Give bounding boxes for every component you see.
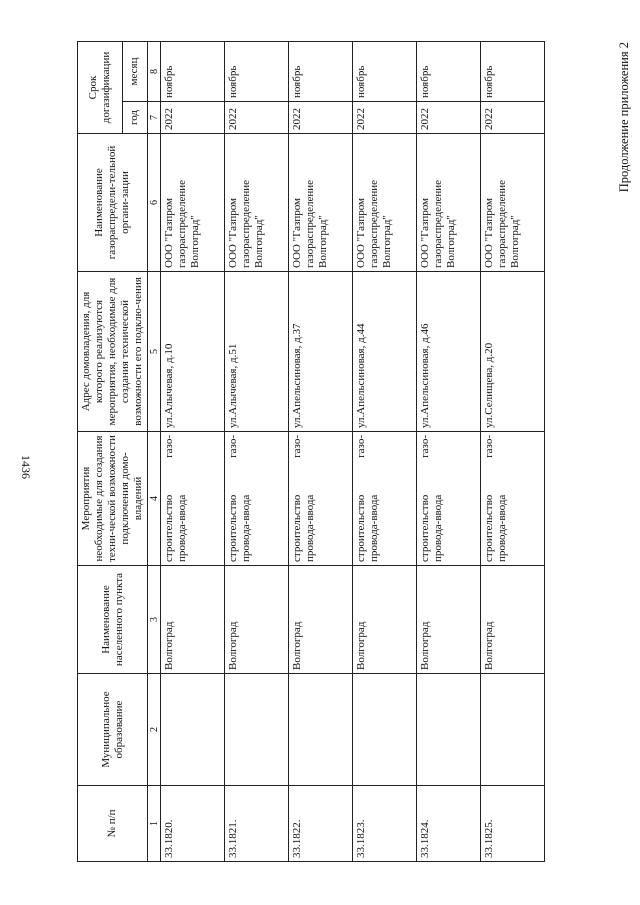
row-municipality (353, 674, 417, 786)
header-organization: Наименование газораспредели-тельной органи-зации (78, 134, 148, 272)
organization-line: газораспределение (496, 179, 508, 268)
row-address: ул.Алычевая, д.51 (225, 272, 289, 432)
header-row (78, 41, 123, 861)
row-month: ноябрь (353, 41, 417, 101)
row-measure: строительство газо-провода-ввода (289, 432, 353, 566)
row-year: 2022 (161, 102, 225, 134)
row-measure: строительство газо-провода-ввода (417, 432, 481, 566)
row-measure: строительство газо-провода-ввода (161, 432, 225, 566)
column-number: 6 (148, 134, 161, 272)
row-locality: Волгоград (417, 566, 481, 674)
row-number: 33.1820. (161, 786, 225, 862)
row-year: 2022 (353, 102, 417, 134)
organization-line: газораспределение (304, 179, 316, 268)
row-municipality (161, 674, 225, 786)
header-month: месяц (122, 41, 147, 101)
column-number: 2 (148, 674, 161, 786)
row-measure: строительство газо-провода-ввода (481, 432, 545, 566)
organization-line: газораспределение (176, 179, 188, 268)
row-organization (353, 134, 417, 272)
organization-line: Волгоград" (445, 215, 457, 268)
row-organization (225, 134, 289, 272)
row-address: ул.Апельсиновая, д.46 (417, 272, 481, 432)
row-address: ул.Апельсиновая, д.37 (289, 272, 353, 432)
column-number: 8 (148, 41, 161, 101)
organization-line: ООО "Газпром (291, 197, 303, 268)
row-month: ноябрь (225, 41, 289, 101)
column-number: 1 (148, 786, 161, 862)
organization-line: ООО "Газпром (483, 197, 495, 268)
header-deadline: Срок догазификации (78, 41, 123, 133)
gasification-table (77, 41, 545, 862)
row-month: ноябрь (481, 41, 545, 101)
organization-line: Волгоград" (509, 215, 521, 268)
row-municipality (225, 674, 289, 786)
row-municipality (481, 674, 545, 786)
row-locality: Волгоград (353, 566, 417, 674)
row-number: 33.1823. (353, 786, 417, 862)
organization-line: ООО "Газпром (419, 197, 431, 268)
table-row (481, 41, 545, 861)
column-number: 3 (148, 566, 161, 674)
row-measure: строительство газо-провода-ввода (225, 432, 289, 566)
row-municipality (289, 674, 353, 786)
row-number: 33.1825. (481, 786, 545, 862)
row-measure: строительство газо-провода-ввода (353, 432, 417, 566)
row-organization (417, 134, 481, 272)
row-month: ноябрь (161, 41, 225, 101)
table-row (225, 41, 289, 861)
row-address: ул.Алычевая, д.10 (161, 272, 225, 432)
row-year: 2022 (481, 102, 545, 134)
organization-line: Волгоград" (381, 215, 393, 268)
table-row (161, 41, 225, 861)
column-number-row (148, 41, 161, 861)
row-organization (161, 134, 225, 272)
table-row (417, 41, 481, 861)
row-month: ноябрь (417, 41, 481, 101)
row-locality: Волгоград (289, 566, 353, 674)
organization-line: Волгоград" (317, 215, 329, 268)
table-row (289, 41, 353, 861)
header-number: № п/п (78, 786, 148, 862)
row-month: ноябрь (289, 41, 353, 101)
column-number: 7 (148, 102, 161, 134)
organization-line: газораспределение (368, 179, 380, 268)
row-year: 2022 (417, 102, 481, 134)
header-year: год (122, 102, 147, 134)
row-year: 2022 (289, 102, 353, 134)
row-number: 33.1824. (417, 786, 481, 862)
organization-line: ООО "Газпром (163, 197, 175, 268)
organization-line: Волгоград" (189, 215, 201, 268)
row-number: 33.1821. (225, 786, 289, 862)
header-measure: Мероприятия необходимые для создания техни-ческой возможности подключения домо-владений (78, 432, 148, 566)
header-address: Адрес домовладения, для которого реализуются мероприятия, необходимые для создания технической возможности его подклю-чения (78, 272, 148, 432)
table-row (353, 41, 417, 861)
column-number: 5 (148, 272, 161, 432)
header-municipality: Муниципальное образование (78, 674, 148, 786)
page-number: 1436 (19, 455, 33, 479)
rotated-document (77, 42, 631, 862)
row-locality: Волгоград (481, 566, 545, 674)
organization-line: Волгоград" (253, 215, 265, 268)
row-address: ул.Селищева, д.20 (481, 272, 545, 432)
row-organization (481, 134, 545, 272)
continuation-title: Продолжение приложения 2 (617, 42, 631, 193)
row-number: 33.1822. (289, 786, 353, 862)
row-locality: Волгоград (161, 566, 225, 674)
row-address: ул.Апельсиновая, д.44 (353, 272, 417, 432)
row-organization (289, 134, 353, 272)
header-locality: Наименование населенного пункта (78, 566, 148, 674)
organization-line: ООО "Газпром (227, 197, 239, 268)
organization-line: ООО "Газпром (355, 197, 367, 268)
column-number: 4 (148, 432, 161, 566)
organization-line: газораспределение (432, 179, 444, 268)
organization-line: газораспределение (240, 179, 252, 268)
row-municipality (417, 674, 481, 786)
row-locality: Волгоград (225, 566, 289, 674)
row-year: 2022 (225, 102, 289, 134)
